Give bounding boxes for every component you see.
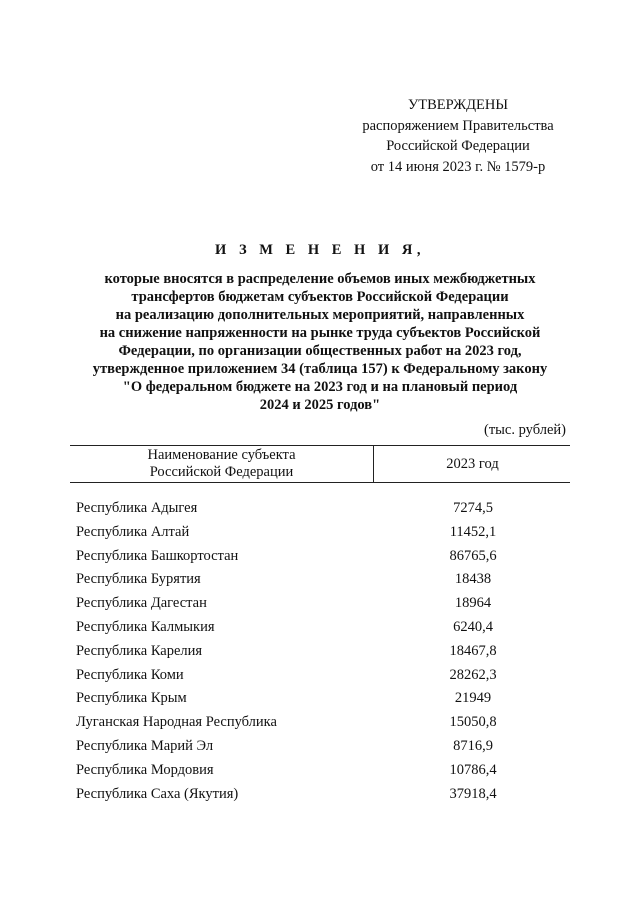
heading-line: 2024 и 2025 годов" bbox=[259, 397, 381, 413]
table-row bbox=[76, 759, 570, 783]
region-name: Республика Алтай bbox=[76, 523, 190, 540]
heading-line: на снижение напряженности на рынке труда субъектов Российской bbox=[99, 325, 541, 341]
table-row bbox=[76, 521, 570, 545]
header-subject-name bbox=[70, 446, 374, 482]
table-row bbox=[76, 592, 570, 616]
region-value: 18438 bbox=[454, 571, 492, 588]
region-name: Республика Карелия bbox=[76, 642, 203, 659]
region-name: Луганская Народная Республика bbox=[76, 714, 277, 731]
region-name: Республика Дагестан bbox=[76, 595, 207, 612]
region-name: Республика Адыгея bbox=[76, 500, 198, 516]
region-value: 86765,6 bbox=[449, 547, 497, 564]
table-row bbox=[76, 497, 570, 521]
table-row bbox=[76, 711, 570, 735]
table-row bbox=[76, 640, 570, 664]
region-name: Республика Коми bbox=[76, 666, 184, 683]
header-subject-line1: Наименование субъекта bbox=[147, 447, 296, 463]
heading-line: которые вносятся в распределение объемов иных межбюджетных bbox=[104, 271, 536, 287]
table-row bbox=[76, 783, 570, 807]
approval-stamp bbox=[340, 95, 576, 177]
approval-line: распоряжением Правительства bbox=[362, 117, 554, 134]
approval-line: Российской Федерации bbox=[386, 138, 530, 154]
region-value: 10786,4 bbox=[449, 761, 497, 778]
region-value: 15050,8 bbox=[449, 714, 497, 731]
region-name: Республика Башкортостан bbox=[76, 547, 239, 564]
heading-line: Федерации, по организации общественных работ на 2023 год, bbox=[118, 343, 522, 359]
region-value: 7274,5 bbox=[453, 500, 493, 516]
region-value: 6240,4 bbox=[453, 618, 493, 635]
region-value: 18467,8 bbox=[449, 642, 497, 659]
region-value: 21949 bbox=[454, 690, 492, 707]
table-row bbox=[76, 735, 570, 759]
heading-title: И З М Е Н Е Н И Я, bbox=[215, 242, 425, 258]
table-header bbox=[70, 445, 570, 483]
table-row bbox=[76, 687, 570, 711]
document-heading bbox=[70, 240, 570, 414]
region-name: Республика Калмыкия bbox=[76, 618, 215, 635]
region-value: 18964 bbox=[454, 595, 492, 612]
heading-line: трансфертов бюджетам субъектов Российской Федерации bbox=[131, 289, 509, 305]
heading-line: "О федеральном бюджете на 2023 год и на плановый период bbox=[122, 379, 518, 395]
region-name: Республика Марий Эл bbox=[76, 737, 214, 754]
table-row bbox=[76, 664, 570, 688]
approval-line: от 14 июня 2023 г. № 1579-р bbox=[370, 158, 546, 175]
region-name: Республика Крым bbox=[76, 690, 187, 707]
region-name: Республика Бурятия bbox=[76, 571, 201, 588]
region-value: 37918,4 bbox=[449, 785, 497, 802]
region-name: Республика Мордовия bbox=[76, 761, 214, 778]
header-year: 2023 год bbox=[446, 456, 499, 472]
heading-line: утвержденное приложением 34 (таблица 157) к Федеральному закону bbox=[92, 361, 548, 377]
region-name: Республика Саха (Якутия) bbox=[76, 785, 239, 802]
table-row bbox=[76, 616, 570, 640]
table-body bbox=[76, 497, 570, 806]
heading-line: на реализацию дополнительных мероприятий, направленных bbox=[115, 307, 525, 323]
table-row bbox=[76, 545, 570, 569]
units-label: (тыс. рублей) bbox=[484, 422, 566, 438]
region-value: 8716,9 bbox=[453, 737, 493, 754]
approval-title: УТВЕРЖДЕНЫ bbox=[407, 97, 509, 113]
table-row bbox=[76, 568, 570, 592]
region-value: 28262,3 bbox=[449, 666, 497, 683]
region-value: 11452,1 bbox=[449, 523, 497, 540]
header-subject-line2: Российской Федерации bbox=[149, 464, 294, 480]
